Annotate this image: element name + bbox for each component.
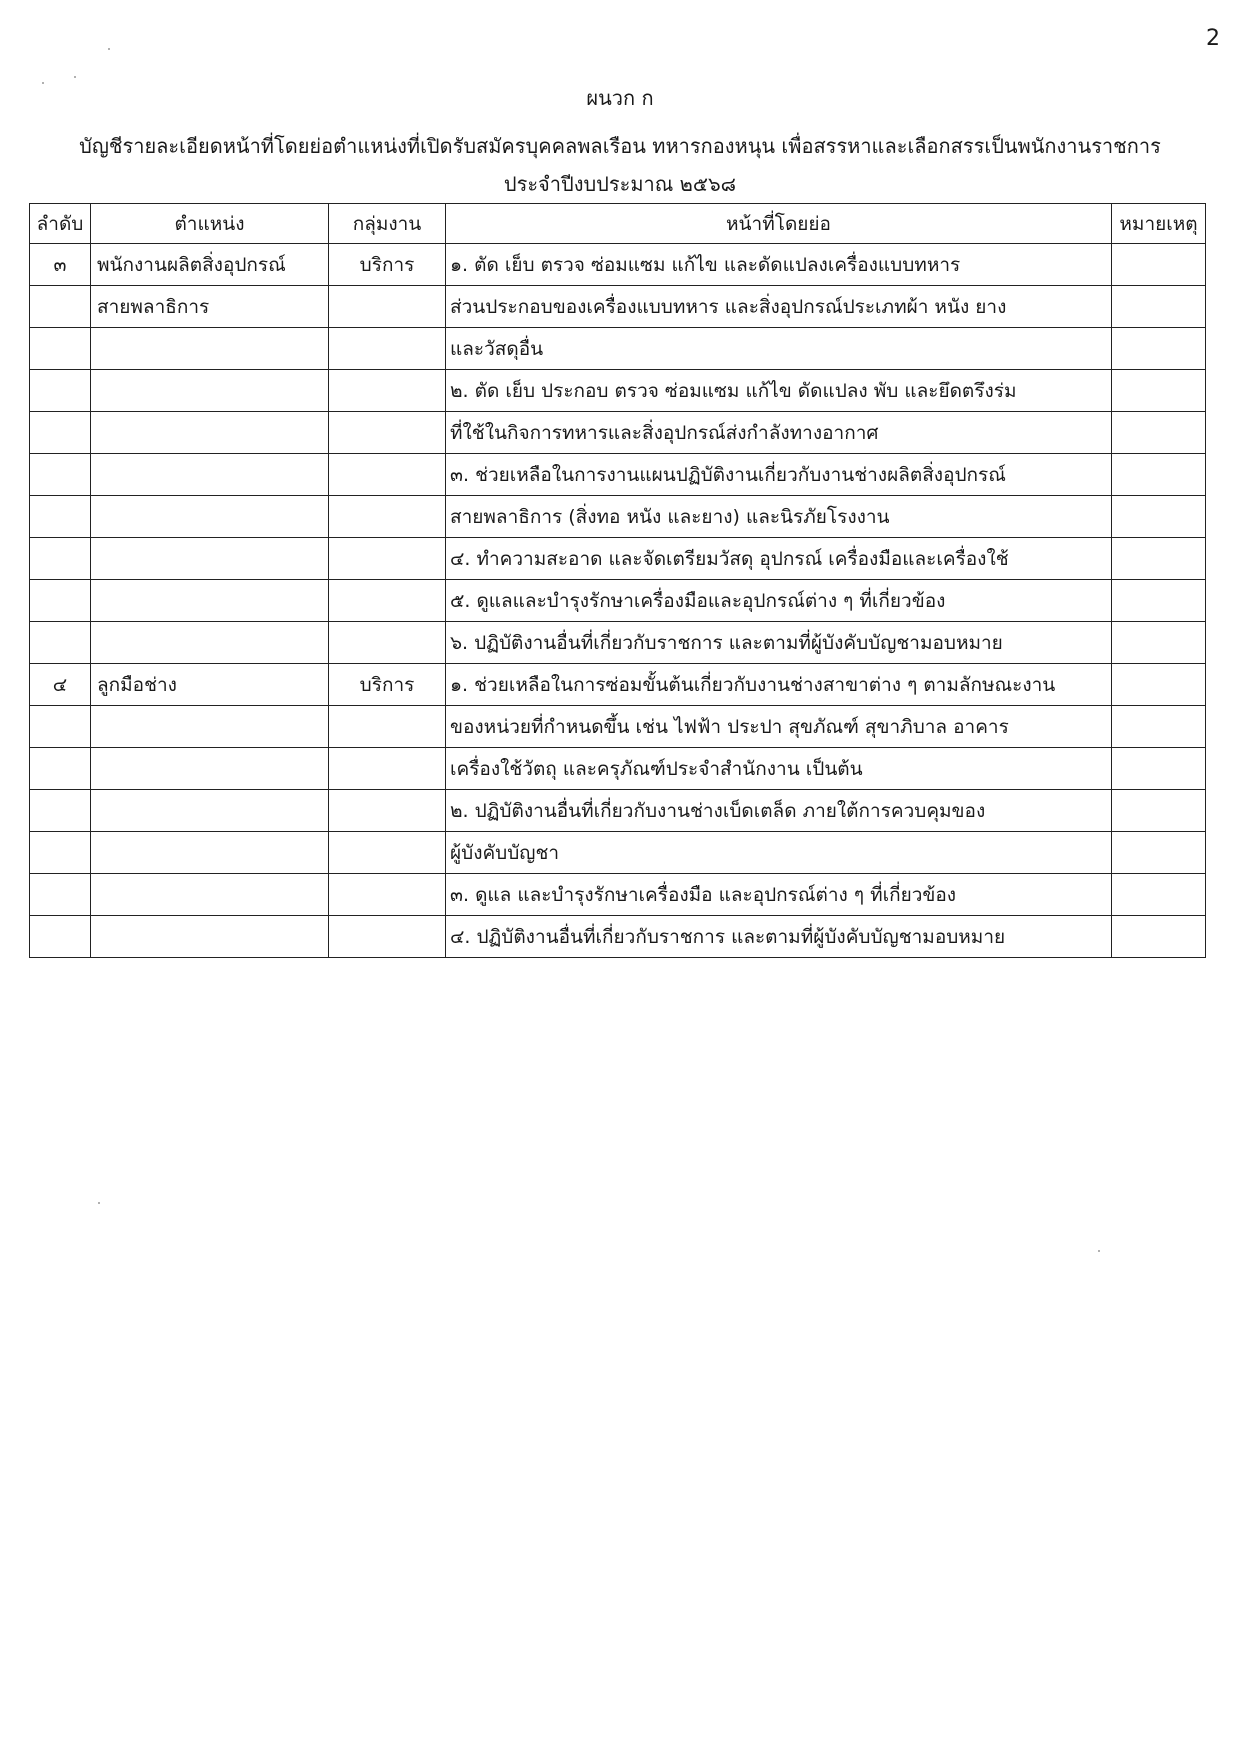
row-number-cell: [30, 832, 91, 874]
work-group-cell: บริการ: [329, 664, 446, 706]
work-group-cell: [329, 622, 446, 664]
position-cell: พนักงานผลิตสิ่งอุปกรณ์: [91, 244, 329, 286]
table-row: [30, 454, 1206, 496]
work-group-cell: [329, 496, 446, 538]
duty-cell: ผู้บังคับบัญชา: [446, 832, 1112, 874]
row-number-cell: [30, 454, 91, 496]
remark-cell: [1112, 454, 1206, 496]
position-cell: [91, 496, 329, 538]
position-cell: [91, 790, 329, 832]
row-number-cell: [30, 790, 91, 832]
duty-cell: ๕. ดูแลและบำรุงรักษาเครื่องมือและอุปกรณ์ต่าง ๆ ที่เกี่ยวข้อง: [446, 580, 1112, 622]
row-number-cell: [30, 328, 91, 370]
duty-cell: ๑. ช่วยเหลือในการซ่อมขั้นต้นเกี่ยวกับงานช่างสาขาต่าง ๆ ตามลักษณะงาน: [446, 664, 1112, 706]
position-cell: ลูกมือช่าง: [91, 664, 329, 706]
document-title: บัญชีรายละเอียดหน้าที่โดยย่อตำแหน่งที่เปิดรับสมัครบุคคลพลเรือน ทหารกองหนุน เพื่อสรรหาและเลือกสรรเป็นพนักงานราชการ: [79, 134, 1161, 158]
remark-cell: [1112, 916, 1206, 958]
table-row: [30, 874, 1206, 916]
position-cell: [91, 832, 329, 874]
remark-cell: [1112, 706, 1206, 748]
row-number-cell: [30, 412, 91, 454]
table-row: [30, 244, 1206, 286]
work-group-cell: [329, 412, 446, 454]
table-row: [30, 412, 1206, 454]
position-cell: [91, 748, 329, 790]
duty-cell: ๔. ปฏิบัติงานอื่นที่เกี่ยวกับราชการ และตามที่ผู้บังคับบัญชามอบหมาย: [446, 916, 1112, 958]
table-row: [30, 370, 1206, 412]
remark-cell: [1112, 286, 1206, 328]
remark-cell: [1112, 244, 1206, 286]
header-remarks: หมายเหตุ: [1112, 204, 1206, 244]
remark-cell: [1112, 874, 1206, 916]
row-number-cell: [30, 580, 91, 622]
position-cell: [91, 916, 329, 958]
duty-cell: สายพลาธิการ (สิ่งทอ หนัง และยาง) และนิรภัยโรงงาน: [446, 496, 1112, 538]
duty-cell: และวัสดุอื่น: [446, 328, 1112, 370]
duty-cell: ๒. ปฏิบัติงานอื่นที่เกี่ยวกับงานช่างเบ็ดเตล็ด ภายใต้การควบคุมของ: [446, 790, 1112, 832]
row-number-cell: [30, 706, 91, 748]
position-cell: [91, 622, 329, 664]
row-number-cell: [30, 370, 91, 412]
duty-cell: ของหน่วยที่กำหนดขึ้น เช่น ไฟฟ้า ประปา สุขภัณฑ์ สุขาภิบาล อาคาร: [446, 706, 1112, 748]
row-number-cell: ๔: [30, 664, 91, 706]
position-cell: [91, 328, 329, 370]
work-group-cell: [329, 706, 446, 748]
table-row: [30, 538, 1206, 580]
page-number: 2: [1206, 26, 1220, 51]
table-body: [30, 244, 1206, 958]
position-cell: [91, 580, 329, 622]
header-position: ตำแหน่ง: [91, 204, 329, 244]
work-group-cell: [329, 454, 446, 496]
work-group-cell: [329, 916, 446, 958]
work-group-cell: [329, 538, 446, 580]
work-group-cell: [329, 286, 446, 328]
remark-cell: [1112, 538, 1206, 580]
work-group-cell: [329, 748, 446, 790]
position-cell: [91, 454, 329, 496]
duty-cell: ๖. ปฏิบัติงานอื่นที่เกี่ยวกับราชการ และตามที่ผู้บังคับบัญชามอบหมาย: [446, 622, 1112, 664]
duty-cell: เครื่องใช้วัตถุ และครุภัณฑ์ประจำสำนักงาน เป็นต้น: [446, 748, 1112, 790]
remark-cell: [1112, 832, 1206, 874]
work-group-cell: บริการ: [329, 244, 446, 286]
remark-cell: [1112, 328, 1206, 370]
remark-cell: [1112, 790, 1206, 832]
duty-cell: ๓. ช่วยเหลือในการงานแผนปฏิบัติงานเกี่ยวกับงานช่างผลิตสิ่งอุปกรณ์: [446, 454, 1112, 496]
row-number-cell: [30, 874, 91, 916]
table-row: [30, 580, 1206, 622]
position-cell: [91, 370, 329, 412]
row-number-cell: [30, 538, 91, 580]
row-number-cell: [30, 622, 91, 664]
work-group-cell: [329, 790, 446, 832]
header-duties: หน้าที่โดยย่อ: [446, 204, 1112, 244]
position-cell: [91, 412, 329, 454]
work-group-cell: [329, 370, 446, 412]
work-group-cell: [329, 874, 446, 916]
table-row: [30, 286, 1206, 328]
header-no: ลำดับ: [30, 204, 91, 244]
duty-cell: ๒. ตัด เย็บ ประกอบ ตรวจ ซ่อมแซม แก้ไข ดัดแปลง พับ และยึดตรึงร่ม: [446, 370, 1112, 412]
remark-cell: [1112, 748, 1206, 790]
work-group-cell: [329, 832, 446, 874]
remark-cell: [1112, 580, 1206, 622]
table-header-row: [30, 204, 1206, 244]
remark-cell: [1112, 496, 1206, 538]
table-row: [30, 496, 1206, 538]
remark-cell: [1112, 412, 1206, 454]
document-subtitle: ประจำปีงบประมาณ ๒๕๖๘: [503, 172, 737, 196]
work-group-cell: [329, 328, 446, 370]
position-cell: [91, 538, 329, 580]
table-row: [30, 916, 1206, 958]
work-group-cell: [329, 580, 446, 622]
position-cell: [91, 706, 329, 748]
remark-cell: [1112, 622, 1206, 664]
remark-cell: [1112, 370, 1206, 412]
table-row: [30, 328, 1206, 370]
table-row: [30, 748, 1206, 790]
row-number-cell: [30, 916, 91, 958]
duties-table: [29, 203, 1206, 958]
duty-cell: ๑. ตัด เย็บ ตรวจ ซ่อมแซม แก้ไข และดัดแปลงเครื่องแบบทหาร: [446, 244, 1112, 286]
row-number-cell: [30, 748, 91, 790]
duty-cell: ส่วนประกอบของเครื่องแบบทหาร และสิ่งอุปกรณ์ประเภทผ้า หนัง ยาง: [446, 286, 1112, 328]
annex-title: ผนวก ก: [586, 86, 654, 110]
row-number-cell: [30, 496, 91, 538]
table-row: [30, 622, 1206, 664]
row-number-cell: [30, 286, 91, 328]
header-group: กลุ่มงาน: [329, 204, 446, 244]
position-cell: สายพลาธิการ: [91, 286, 329, 328]
remark-cell: [1112, 664, 1206, 706]
position-cell: [91, 874, 329, 916]
row-number-cell: ๓: [30, 244, 91, 286]
duty-cell: ๓. ดูแล และบำรุงรักษาเครื่องมือ และอุปกรณ์ต่าง ๆ ที่เกี่ยวข้อง: [446, 874, 1112, 916]
table-row: [30, 664, 1206, 706]
table-row: [30, 832, 1206, 874]
duty-cell: ที่ใช้ในกิจการทหารและสิ่งอุปกรณ์ส่งกำลังทางอากาศ: [446, 412, 1112, 454]
table-row: [30, 790, 1206, 832]
table-row: [30, 706, 1206, 748]
duty-cell: ๔. ทำความสะอาด และจัดเตรียมวัสดุ อุปกรณ์ เครื่องมือและเครื่องใช้: [446, 538, 1112, 580]
